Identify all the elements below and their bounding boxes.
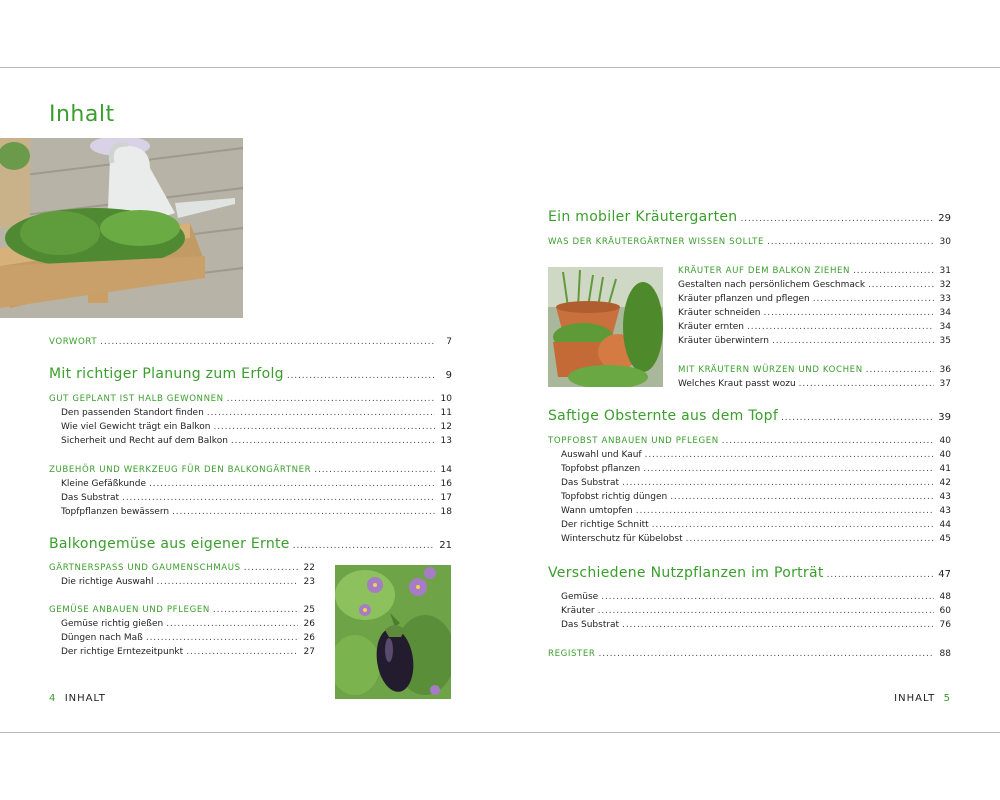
toc-item[interactable] (61, 507, 452, 517)
dot-leader (213, 423, 435, 432)
page-number: 23 (303, 577, 315, 587)
item-label: Kräuter überwintern (678, 336, 769, 346)
item-label: Den passenden Standort finden (61, 408, 204, 418)
toc-item[interactable] (678, 336, 951, 346)
toc-item[interactable] (561, 478, 951, 488)
item-label: Gemüse (561, 592, 599, 602)
dot-leader (686, 535, 934, 544)
toc-item[interactable] (61, 479, 452, 489)
item-label: Das Substrat (561, 620, 620, 630)
page-number: 13 (440, 436, 452, 446)
page-number: 34 (939, 322, 951, 332)
dot-leader (314, 466, 435, 475)
page-footer (894, 693, 951, 704)
dot-leader (827, 571, 934, 580)
toc-section[interactable] (548, 237, 951, 247)
dot-leader (172, 508, 435, 517)
dot-leader (813, 295, 934, 304)
section-label: GÄRTNERSPASS UND GAUMENSCHMAUS (49, 563, 241, 573)
dot-leader (747, 323, 934, 332)
page-number: 10 (440, 394, 452, 404)
item-label: Der richtige Schnitt (561, 520, 649, 530)
dot-leader (645, 451, 934, 460)
toc-section[interactable] (548, 436, 951, 446)
herb-pots-photo (548, 267, 663, 387)
page-number: 42 (939, 478, 951, 488)
page-number: 88 (939, 649, 951, 659)
page-number: 21 (439, 540, 452, 551)
page-number: 7 (446, 337, 452, 347)
dot-leader (601, 593, 934, 602)
page-number: 40 (939, 436, 951, 446)
chapter-label: Saftige Obsternte aus dem Topf (548, 408, 779, 424)
toc-item[interactable] (61, 633, 315, 643)
chapter-label: Mit richtiger Planung zum Erfolg (49, 366, 284, 382)
dot-leader (156, 578, 298, 587)
page-number: 45 (939, 534, 951, 544)
item-label: Kräuter pflanzen und pflegen (678, 294, 810, 304)
dot-leader (781, 414, 934, 423)
page-number: 26 (303, 633, 315, 643)
dot-leader (643, 465, 934, 474)
page-number: 40 (939, 450, 951, 460)
dot-leader (767, 238, 934, 247)
left-page (0, 68, 500, 732)
toc-chapter-2[interactable] (49, 536, 452, 552)
page-number: 43 (939, 506, 951, 516)
toc-section[interactable] (678, 365, 951, 375)
section-label: KRÄUTER AUF DEM BALKON ZIEHEN (678, 266, 851, 276)
section-label: GUT GEPLANT IST HALB GEWONNEN (49, 394, 224, 404)
dot-leader (598, 607, 934, 616)
entry-label: VORWORT (49, 337, 98, 347)
page-number: 37 (939, 379, 951, 389)
page-number: 44 (939, 520, 951, 530)
eggplant-photo (335, 565, 451, 699)
toc-item[interactable] (678, 294, 951, 304)
toc-entry-vorwort[interactable] (49, 337, 452, 347)
page-number: 48 (939, 592, 951, 602)
toc-item[interactable] (678, 280, 951, 290)
toc-section[interactable] (49, 563, 315, 573)
dot-leader (146, 634, 298, 643)
dot-leader (293, 542, 435, 551)
page-number: 39 (938, 412, 951, 423)
section-label: WAS DER KRÄUTERGÄRTNER WISSEN SOLLTE (548, 237, 765, 247)
raised-bed-photo (0, 138, 243, 318)
dot-leader (622, 479, 934, 488)
toc-item[interactable] (61, 577, 315, 587)
item-label: Kräuter (561, 606, 595, 616)
page-number: 32 (939, 280, 951, 290)
toc-item[interactable] (561, 606, 951, 616)
dot-leader (207, 409, 435, 418)
toc-chapter-5[interactable] (548, 565, 951, 581)
book-spread (0, 67, 1000, 733)
chapter-label: Verschiedene Nutzpflanzen im Porträt (548, 565, 824, 581)
dot-leader (599, 650, 934, 659)
item-label: Winterschutz für Kübelobst (561, 534, 683, 544)
toc-item[interactable] (61, 436, 452, 446)
item-label: Die richtige Auswahl (61, 577, 154, 587)
page-number: 43 (939, 492, 951, 502)
page-footer (49, 693, 106, 704)
toc-entry-register[interactable] (548, 649, 951, 659)
toc-item[interactable] (561, 450, 951, 460)
dot-leader (122, 494, 435, 503)
folio-label: INHALT (64, 693, 106, 704)
toc-section[interactable] (678, 266, 951, 276)
item-label: Kräuter ernten (678, 322, 745, 332)
page-number: 31 (939, 266, 951, 276)
section-label: MIT KRÄUTERN WÜRZEN UND KOCHEN (678, 365, 863, 375)
item-label: Sicherheit und Recht auf dem Balkon (61, 436, 228, 446)
page-number: 14 (440, 465, 452, 475)
page-number: 30 (939, 237, 951, 247)
right-page (500, 68, 1000, 732)
page-number: 17 (440, 493, 452, 503)
page-number: 27 (303, 647, 315, 657)
toc-section[interactable] (49, 465, 452, 475)
page-number: 35 (939, 336, 951, 346)
dot-leader (670, 493, 934, 502)
page-number: 18 (440, 507, 452, 517)
dot-leader (149, 480, 435, 489)
page-number: 22 (303, 563, 315, 573)
item-label: Wie viel Gewicht trägt ein Balkon (61, 422, 211, 432)
page-number: 16 (440, 479, 452, 489)
page-number: 12 (440, 422, 452, 432)
dot-leader (772, 337, 934, 346)
chapter-label: Balkongemüse aus eigener Ernte (49, 536, 290, 552)
toc-item[interactable] (61, 647, 315, 657)
toc-item[interactable] (61, 619, 315, 629)
dot-leader (622, 621, 934, 630)
folio-number: 5 (943, 693, 951, 704)
folio-label: INHALT (894, 693, 936, 704)
dot-leader (868, 281, 934, 290)
page-number: 47 (938, 569, 951, 580)
item-label: Düngen nach Maß (61, 633, 143, 643)
dot-leader (799, 380, 934, 389)
item-label: Gemüse richtig gießen (61, 619, 164, 629)
dot-leader (231, 437, 435, 446)
dot-leader (100, 338, 435, 347)
item-label: Topfobst richtig düngen (561, 492, 668, 502)
toc-chapter-3[interactable] (548, 209, 951, 225)
page-number: 34 (939, 308, 951, 318)
dot-leader (722, 437, 934, 446)
item-label: Das Substrat (561, 478, 620, 488)
dot-leader (186, 648, 298, 657)
item-label: Der richtige Erntezeitpunkt (61, 647, 184, 657)
dot-leader (853, 267, 934, 276)
folio-number: 4 (49, 693, 57, 704)
toc-item[interactable] (561, 464, 951, 474)
page-number: 60 (939, 606, 951, 616)
toc-item[interactable] (61, 422, 452, 432)
toc-item[interactable] (561, 592, 951, 602)
page-number: 11 (440, 408, 452, 418)
toc-item[interactable] (678, 322, 951, 332)
toc-item[interactable] (61, 408, 452, 418)
toc-section[interactable] (49, 605, 315, 615)
page-number: 36 (939, 365, 951, 375)
item-label: Auswahl und Kauf (561, 450, 642, 460)
page-number: 26 (303, 619, 315, 629)
section-label: TOPFOBST ANBAUEN UND PFLEGEN (548, 436, 719, 446)
toc-item[interactable] (61, 493, 452, 503)
dot-leader (866, 366, 934, 375)
page-number: 76 (939, 620, 951, 630)
section-label: GEMÜSE ANBAUEN UND PFLEGEN (49, 605, 210, 615)
toc-item[interactable] (561, 506, 951, 516)
dot-leader (764, 309, 935, 318)
item-label: Topfpflanzen bewässern (61, 507, 170, 517)
page-number: 41 (939, 464, 951, 474)
item-label: Topfobst pflanzen (561, 464, 641, 474)
item-label: Wann umtopfen (561, 506, 633, 516)
page-number: 25 (303, 605, 315, 615)
item-label: Gestalten nach persönlichem Geschmack (678, 280, 866, 290)
section-label: REGISTER (548, 649, 596, 659)
item-label: Kräuter schneiden (678, 308, 761, 318)
dot-leader (244, 564, 298, 573)
toc-item[interactable] (561, 492, 951, 502)
dot-leader (740, 215, 934, 224)
item-label: Welches Kraut passt wozu (678, 379, 796, 389)
page-number: 33 (939, 294, 951, 304)
page-number: 9 (445, 370, 452, 381)
toc-item[interactable] (561, 534, 951, 544)
page-number: 29 (938, 213, 951, 224)
chapter-label: Ein mobiler Kräutergarten (548, 209, 738, 225)
toc-section[interactable] (49, 394, 452, 404)
dot-leader (636, 507, 934, 516)
toc-item[interactable] (678, 379, 951, 389)
toc-item[interactable] (561, 620, 951, 630)
toc-item[interactable] (561, 520, 951, 530)
dot-leader (213, 606, 298, 615)
item-label: Kleine Gefäßkunde (61, 479, 146, 489)
section-label: ZUBEHÖR UND WERKZEUG FÜR DEN BALKONGÄRTNER (49, 465, 312, 475)
dot-leader (227, 395, 435, 404)
dot-leader (287, 372, 435, 381)
toc-chapter-1[interactable] (49, 366, 452, 382)
dot-leader (166, 620, 298, 629)
toc-chapter-4[interactable] (548, 408, 951, 424)
page-title: Inhalt (49, 102, 115, 127)
dot-leader (652, 521, 934, 530)
toc-item[interactable] (678, 308, 951, 318)
item-label: Das Substrat (61, 493, 120, 503)
